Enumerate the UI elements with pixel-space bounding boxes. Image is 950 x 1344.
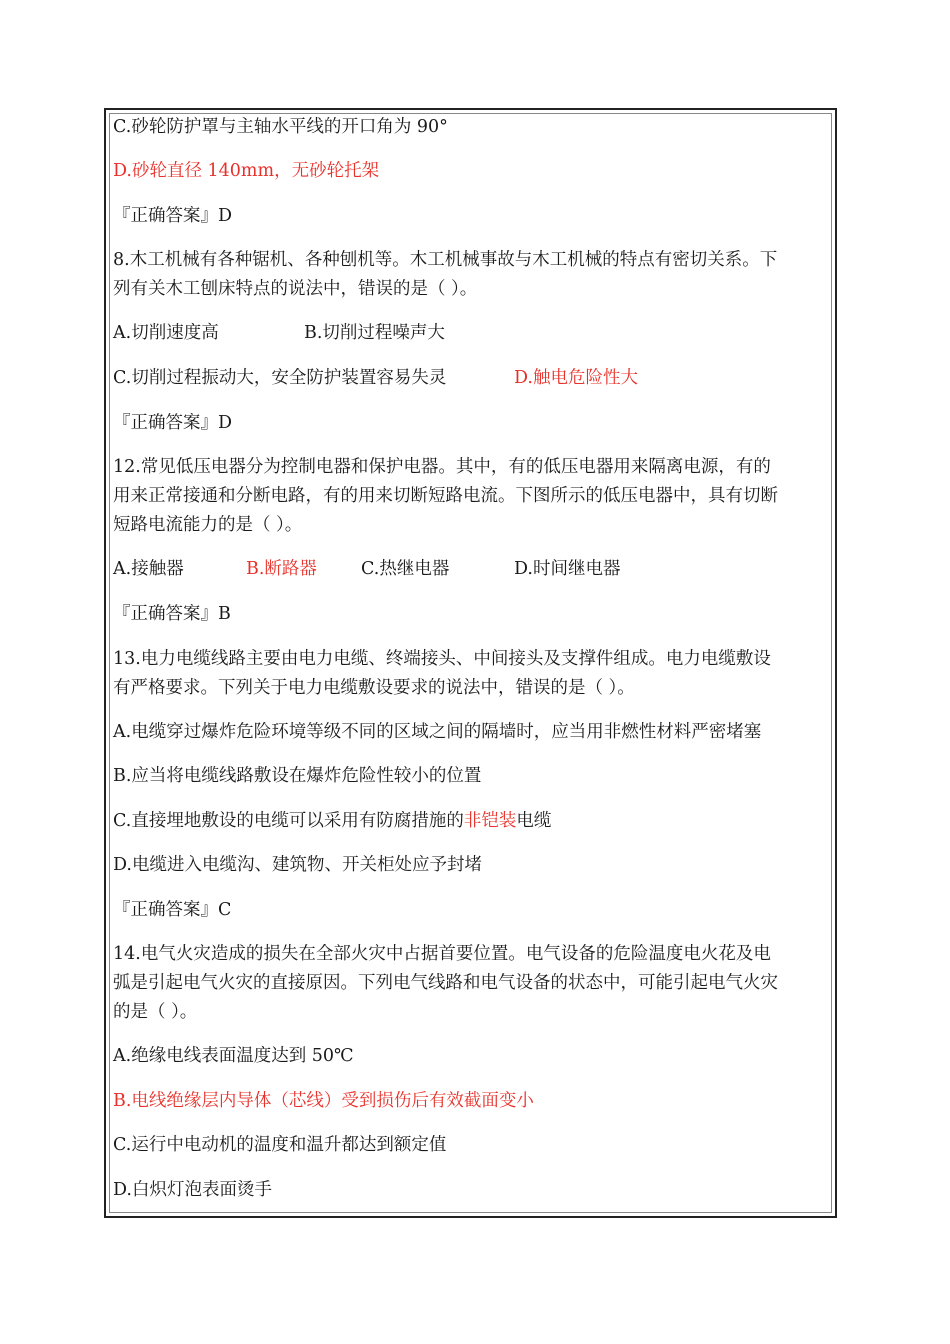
option-d-q7-highlighted: D.砂轮直径 140mm，无砂轮托架 (113, 161, 380, 181)
question-8-line-1: 8.木工机械有各种锯机、各种刨机等。木工机械事故与木工机械的特点有密切关系。下 (113, 250, 778, 270)
option-b-q8: B.切削过程噪声大 (304, 323, 445, 343)
option-c-q13-suffix: 电缆 (516, 811, 552, 831)
question-14-line-3: 的是（ ）。 (113, 1002, 198, 1022)
question-14-line-1: 14.电气火灾造成的损失在全部火灾中占据首要位置。电气设备的危险温度电火花及电 (113, 944, 771, 964)
question-12-line-1: 12.常见低压电器分为控制电器和保护电器。其中，有的低压电器用来隔离电源，有的 (113, 457, 771, 477)
answer-q12: 『正确答案』B (113, 604, 231, 624)
option-d-q12: D.时间继电器 (514, 559, 621, 579)
option-c-q13-highlight: 非铠装 (463, 811, 517, 831)
answer-q8: 『正确答案』D (113, 413, 233, 433)
option-c-q8: C.切削过程振动大，安全防护装置容易失灵 (113, 368, 447, 388)
q8-options-row-2 (113, 367, 833, 389)
option-b-q13: B.应当将电缆线路敷设在爆炸危险性较小的位置 (113, 766, 482, 786)
question-13-line-1: 13.电力电缆线路主要由电力电缆、终端接头、中间接头及支撑件组成。电力电缆敷设 (113, 649, 771, 669)
q8-options-row-1 (113, 322, 833, 344)
option-c-q13 (113, 810, 551, 832)
option-c-q14: C.运行中电动机的温度和温升都达到额定值 (113, 1135, 447, 1155)
option-c-q13-text: C.直接埋地敷设的电缆可以采用有防腐措施的 (113, 811, 464, 831)
option-c-q7: C.砂轮防护罩与主轴水平线的开口角为 90° (113, 117, 448, 137)
option-c-q12: C.热继电器 (361, 559, 450, 579)
option-a-q14: A.绝缘电线表面温度达到 50℃ (113, 1046, 354, 1066)
option-a-q8: A.切削速度高 (113, 323, 219, 343)
question-14-line-2: 弧是引起电气火灾的直接原因。下列电气线路和电气设备的状态中，可能引起电气火灾 (113, 973, 778, 993)
q12-options-row (113, 558, 833, 580)
answer-q13: 『正确答案』C (113, 900, 232, 920)
option-d-q13: D.电缆进入电缆沟、建筑物、开关柜处应予封堵 (113, 855, 482, 875)
question-13-line-2: 有严格要求。下列关于电力电缆敷设要求的说法中，错误的是（ ）。 (113, 678, 635, 698)
option-a-q13: A.电缆穿过爆炸危险环境等级不同的区域之间的隔墙时，应当用非燃性材料严密堵塞 (113, 722, 762, 742)
option-a-q12: A.接触器 (113, 559, 184, 579)
option-b-q14-highlighted: B.电线绝缘层内导体（芯线）受到损伤后有效截面变小 (113, 1091, 534, 1111)
option-b-q12-highlighted: B.断路器 (246, 559, 317, 579)
question-12-line-3: 短路电流能力的是（ ）。 (113, 515, 303, 535)
answer-q7: 『正确答案』D (113, 206, 233, 226)
question-12-line-2: 用来正常接通和分断电路，有的用来切断短路电流。下图所示的低压电器中，具有切断 (113, 486, 778, 506)
option-d-q8-highlighted: D.触电危险性大 (514, 368, 638, 388)
option-d-q14: D.白炽灯泡表面烫手 (113, 1180, 272, 1200)
question-8-line-2: 列有关木工刨床特点的说法中，错误的是（ ）。 (113, 279, 478, 299)
